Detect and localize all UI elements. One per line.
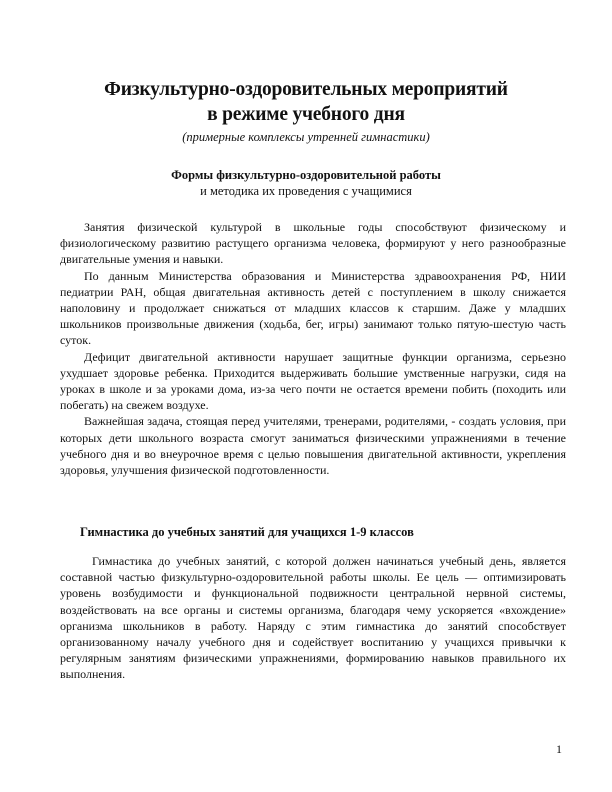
paragraph: Дефицит двигательной активности нарушает защитные функции организма, серьезно ухудшает здоровье ребенка. Приходится выдерживать большие умственные нагрузки, сидя на уроках в школе и за уроками дома, из-за чего почти не остается времени побить (походить или побегать) на свежем воздухе. <box>60 349 566 413</box>
section-heading: Формы физкультурно-оздоровительной работы <box>171 168 441 182</box>
page-title-line-1: Физкультурно-оздоровительных мероприятий <box>104 79 508 100</box>
paragraph: Важнейшая задача, стоящая перед учителями, тренерами, родителями, - создать условия, при которых дети школьного возраста смогут заниматься физическими упражнениями в течение учебного дня и во внеурочное время с целью повышения двигательной активности, укрепления здоровья, улучшения физической подготовленности. <box>60 414 566 478</box>
page-number: 1 <box>556 742 562 756</box>
gymnastics-sub-heading: Гимнастика до учебных занятий для учащихся 1-9 классов <box>80 525 414 539</box>
page-title-line-2: в режиме учебного дня <box>207 104 405 125</box>
paragraph: Гимнастика до учебных занятий, с которой должен начинаться учебный день, является составной частью физкультурно-оздоровительной работы школы. Ее цель — оптимизировать уровень возбудимости и функциональной подвижности центральной нервной системы, воздействовать на все органы и системы организма, благодаря чему ускоряется «вхождение» организма школьников в работу. Наряду с этим гимнастика до занятий способствует организованному началу учебного дня и содействует воспитанию у учащихся привычки к регулярным занятиям физическими упражнениями, формированию навыков правильного их выполнения. <box>60 554 566 682</box>
paragraph: По данным Министерства образования и Министерства здравоохранения РФ, НИИ педиатрии РАН, общая двигательная активность детей с поступлением в школу снижается наполовину и продолжает снижаться от младших классов к старшим. Даже у младших школьников произвольные движения (ходьба, бег, игры) занимают только пятую-шестую часть суток. <box>60 268 566 348</box>
paragraph: Занятия физической культурой в школьные годы способствуют физическому и физиологическому развитию растущего организма человека, формируют у него разнообразные двигательные умения и навыки. <box>60 220 566 267</box>
page-subtitle: (примерные комплексы утренней гимнастики) <box>182 130 430 144</box>
section-heading-continuation: и методика их проведения с учащимися <box>200 184 412 198</box>
gymnastics-text-block <box>60 553 566 683</box>
intro-text-block <box>60 219 566 478</box>
